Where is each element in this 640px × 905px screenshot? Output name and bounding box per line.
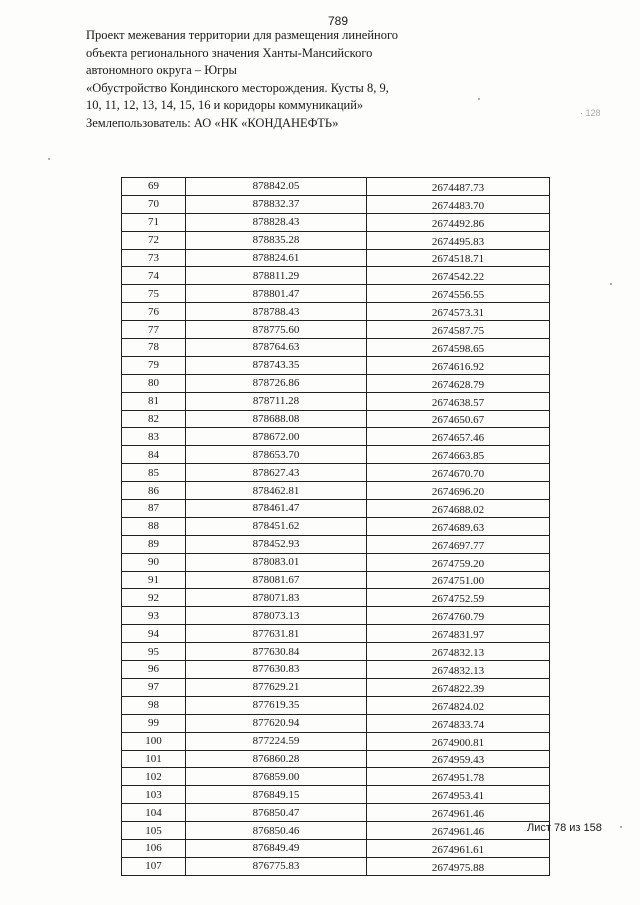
header-line: Проект межевания территории для размещения линейного <box>86 28 399 42</box>
y-coordinate-cell: 2674833.74 <box>367 714 550 732</box>
y-coordinate-cell: 2674542.22 <box>367 267 550 285</box>
x-coordinate-cell: 878811.29 <box>186 267 367 285</box>
x-coordinate-cell: 878711.28 <box>186 392 367 410</box>
table-row <box>122 410 550 428</box>
point-number-cell: 96 <box>122 661 186 679</box>
y-coordinate-cell: 2674824.02 <box>367 696 550 714</box>
x-coordinate-cell: 876849.15 <box>186 786 367 804</box>
table-row <box>122 231 550 249</box>
x-coordinate-cell: 878452.93 <box>186 535 367 553</box>
point-number-cell: 104 <box>122 804 186 822</box>
point-number-cell: 78 <box>122 339 186 357</box>
table-row <box>122 392 550 410</box>
y-coordinate-cell: 2674959.43 <box>367 750 550 768</box>
y-coordinate-cell: 2674487.73 <box>367 178 550 196</box>
y-coordinate-cell: 2674495.83 <box>367 231 550 249</box>
table-row <box>122 285 550 303</box>
point-number-cell: 74 <box>122 267 186 285</box>
table-row <box>122 607 550 625</box>
y-coordinate-cell: 2674760.79 <box>367 607 550 625</box>
y-coordinate-cell: 2674975.88 <box>367 857 550 875</box>
table-row <box>122 374 550 392</box>
point-number-cell: 71 <box>122 213 186 231</box>
table-row <box>122 339 550 357</box>
table-row <box>122 553 550 571</box>
x-coordinate-cell: 877630.84 <box>186 643 367 661</box>
table-row <box>122 464 550 482</box>
point-number-cell: 95 <box>122 643 186 661</box>
y-coordinate-cell: 2674638.57 <box>367 392 550 410</box>
point-number-cell: 92 <box>122 589 186 607</box>
y-coordinate-cell: 2674953.41 <box>367 786 550 804</box>
point-number-cell: 69 <box>122 178 186 196</box>
y-coordinate-cell: 2674598.65 <box>367 339 550 357</box>
y-coordinate-cell: 2674831.97 <box>367 625 550 643</box>
table-row <box>122 500 550 518</box>
sheet-number: Лист 78 из 158 <box>527 822 602 834</box>
header-line: Землепользователь: АО «НК «КОНДАНЕФТЬ» <box>86 115 339 130</box>
scan-speck <box>610 283 612 285</box>
table-row <box>122 517 550 535</box>
coordinates-table-wrap <box>121 177 546 876</box>
point-number-cell: 83 <box>122 428 186 446</box>
page-number: 789 <box>328 14 349 28</box>
x-coordinate-cell: 877629.21 <box>186 678 367 696</box>
table-row <box>122 625 550 643</box>
x-coordinate-cell: 878451.62 <box>186 517 367 535</box>
table-row <box>122 428 550 446</box>
table-row <box>122 822 550 840</box>
x-coordinate-cell: 877630.83 <box>186 661 367 679</box>
point-number-cell: 70 <box>122 195 186 213</box>
x-coordinate-cell: 878073.13 <box>186 607 367 625</box>
x-coordinate-cell: 876860.28 <box>186 750 367 768</box>
x-coordinate-cell: 878688.08 <box>186 410 367 428</box>
x-coordinate-cell: 878071.83 <box>186 589 367 607</box>
point-number-cell: 84 <box>122 446 186 464</box>
y-coordinate-cell: 2674663.85 <box>367 446 550 464</box>
x-coordinate-cell: 876775.83 <box>186 857 367 875</box>
y-coordinate-cell: 2674670.70 <box>367 464 550 482</box>
y-coordinate-cell: 2674696.20 <box>367 482 550 500</box>
y-coordinate-cell: 2674751.00 <box>367 571 550 589</box>
header-line: 10, 11, 12, 13, 14, 15, 16 и коридоры коммуникаций» <box>86 98 364 112</box>
y-coordinate-cell: 2674628.79 <box>367 374 550 392</box>
table-row <box>122 839 550 857</box>
y-coordinate-cell: 2674688.02 <box>367 500 550 518</box>
point-number-cell: 72 <box>122 231 186 249</box>
point-number-cell: 80 <box>122 374 186 392</box>
x-coordinate-cell: 878788.43 <box>186 303 367 321</box>
point-number-cell: 88 <box>122 517 186 535</box>
table-row <box>122 678 550 696</box>
x-coordinate-cell: 876850.47 <box>186 804 367 822</box>
point-number-cell: 100 <box>122 732 186 750</box>
y-coordinate-cell: 2674616.92 <box>367 356 550 374</box>
table-row <box>122 535 550 553</box>
x-coordinate-cell: 878726.86 <box>186 374 367 392</box>
table-row <box>122 857 550 875</box>
x-coordinate-cell: 878083.01 <box>186 553 367 571</box>
point-number-cell: 85 <box>122 464 186 482</box>
table-row <box>122 589 550 607</box>
table-row <box>122 303 550 321</box>
x-coordinate-cell: 878461.47 <box>186 500 367 518</box>
y-coordinate-cell: 2674483.70 <box>367 195 550 213</box>
scan-speck <box>48 158 50 160</box>
y-coordinate-cell: 2674832.13 <box>367 643 550 661</box>
x-coordinate-cell: 878462.81 <box>186 482 367 500</box>
y-coordinate-cell: 2674657.46 <box>367 428 550 446</box>
x-coordinate-cell: 878627.43 <box>186 464 367 482</box>
header-line: «Обустройство Кондинского месторождения. Кусты 8, 9, <box>86 80 389 95</box>
x-coordinate-cell: 878653.70 <box>186 446 367 464</box>
coordinates-table-body <box>122 178 550 876</box>
y-coordinate-cell: 2674587.75 <box>367 321 550 339</box>
point-number-cell: 94 <box>122 625 186 643</box>
table-row <box>122 714 550 732</box>
table-row <box>122 356 550 374</box>
point-number-cell: 75 <box>122 285 186 303</box>
y-coordinate-cell: 2674961.46 <box>367 804 550 822</box>
scan-speck <box>620 826 622 828</box>
x-coordinate-cell: 878828.43 <box>186 213 367 231</box>
scan-speck <box>478 98 480 100</box>
x-coordinate-cell: 876859.00 <box>186 768 367 786</box>
point-number-cell: 103 <box>122 786 186 804</box>
x-coordinate-cell: 878832.37 <box>186 195 367 213</box>
y-coordinate-cell: 2674492.86 <box>367 213 550 231</box>
y-coordinate-cell: 2674518.71 <box>367 249 550 267</box>
point-number-cell: 79 <box>122 356 186 374</box>
table-row <box>122 750 550 768</box>
table-row <box>122 195 550 213</box>
x-coordinate-cell: 878842.05 <box>186 178 367 196</box>
x-coordinate-cell: 878775.60 <box>186 321 367 339</box>
point-number-cell: 98 <box>122 696 186 714</box>
x-coordinate-cell: 878764.63 <box>186 339 367 357</box>
table-row <box>122 804 550 822</box>
x-coordinate-cell: 878743.35 <box>186 356 367 374</box>
y-coordinate-cell: 2674961.61 <box>367 839 550 857</box>
table-row <box>122 267 550 285</box>
table-row <box>122 571 550 589</box>
x-coordinate-cell: 877619.35 <box>186 696 367 714</box>
x-coordinate-cell: 878081.67 <box>186 571 367 589</box>
point-number-cell: 86 <box>122 482 186 500</box>
point-number-cell: 99 <box>122 714 186 732</box>
point-number-cell: 89 <box>122 535 186 553</box>
y-coordinate-cell: 2674752.59 <box>367 589 550 607</box>
point-number-cell: 97 <box>122 678 186 696</box>
x-coordinate-cell: 878824.61 <box>186 249 367 267</box>
x-coordinate-cell: 878835.28 <box>186 231 367 249</box>
point-number-cell: 101 <box>122 750 186 768</box>
point-number-cell: 91 <box>122 571 186 589</box>
point-number-cell: 107 <box>122 857 186 875</box>
y-coordinate-cell: 2674697.77 <box>367 535 550 553</box>
point-number-cell: 90 <box>122 553 186 571</box>
table-row <box>122 446 550 464</box>
table-row <box>122 732 550 750</box>
x-coordinate-cell: 878672.00 <box>186 428 367 446</box>
x-coordinate-cell: 876849.49 <box>186 839 367 857</box>
x-coordinate-cell: 877224.59 <box>186 732 367 750</box>
point-number-cell: 81 <box>122 392 186 410</box>
y-coordinate-cell: 2674951.78 <box>367 768 550 786</box>
y-coordinate-cell: 2674556.55 <box>367 285 550 303</box>
point-number-cell: 77 <box>122 321 186 339</box>
point-number-cell: 93 <box>122 607 186 625</box>
table-row <box>122 661 550 679</box>
x-coordinate-cell: 876850.46 <box>186 822 367 840</box>
point-number-cell: 105 <box>122 822 186 840</box>
table-row <box>122 768 550 786</box>
point-number-cell: 106 <box>122 839 186 857</box>
header-line: автономного округа – Югры <box>86 63 237 77</box>
table-row <box>122 696 550 714</box>
point-number-cell: 76 <box>122 303 186 321</box>
table-row <box>122 213 550 231</box>
point-number-cell: 82 <box>122 410 186 428</box>
y-coordinate-cell: 2674822.39 <box>367 678 550 696</box>
table-row <box>122 643 550 661</box>
y-coordinate-cell: 2674650.67 <box>367 410 550 428</box>
scan-mark: · 128 <box>580 108 601 118</box>
y-coordinate-cell: 2674961.46 <box>367 822 550 840</box>
document-header <box>86 27 416 132</box>
y-coordinate-cell: 2674832.13 <box>367 661 550 679</box>
x-coordinate-cell: 878801.47 <box>186 285 367 303</box>
point-number-cell: 102 <box>122 768 186 786</box>
table-row <box>122 321 550 339</box>
y-coordinate-cell: 2674759.20 <box>367 553 550 571</box>
y-coordinate-cell: 2674900.81 <box>367 732 550 750</box>
table-row <box>122 178 550 196</box>
table-row <box>122 249 550 267</box>
x-coordinate-cell: 877620.94 <box>186 714 367 732</box>
coordinates-table <box>121 177 550 876</box>
table-row <box>122 482 550 500</box>
y-coordinate-cell: 2674689.63 <box>367 517 550 535</box>
point-number-cell: 87 <box>122 500 186 518</box>
point-number-cell: 73 <box>122 249 186 267</box>
x-coordinate-cell: 877631.81 <box>186 625 367 643</box>
header-line: объекта регионального значения Ханты-Мансийского <box>86 45 373 60</box>
y-coordinate-cell: 2674573.31 <box>367 303 550 321</box>
table-row <box>122 786 550 804</box>
